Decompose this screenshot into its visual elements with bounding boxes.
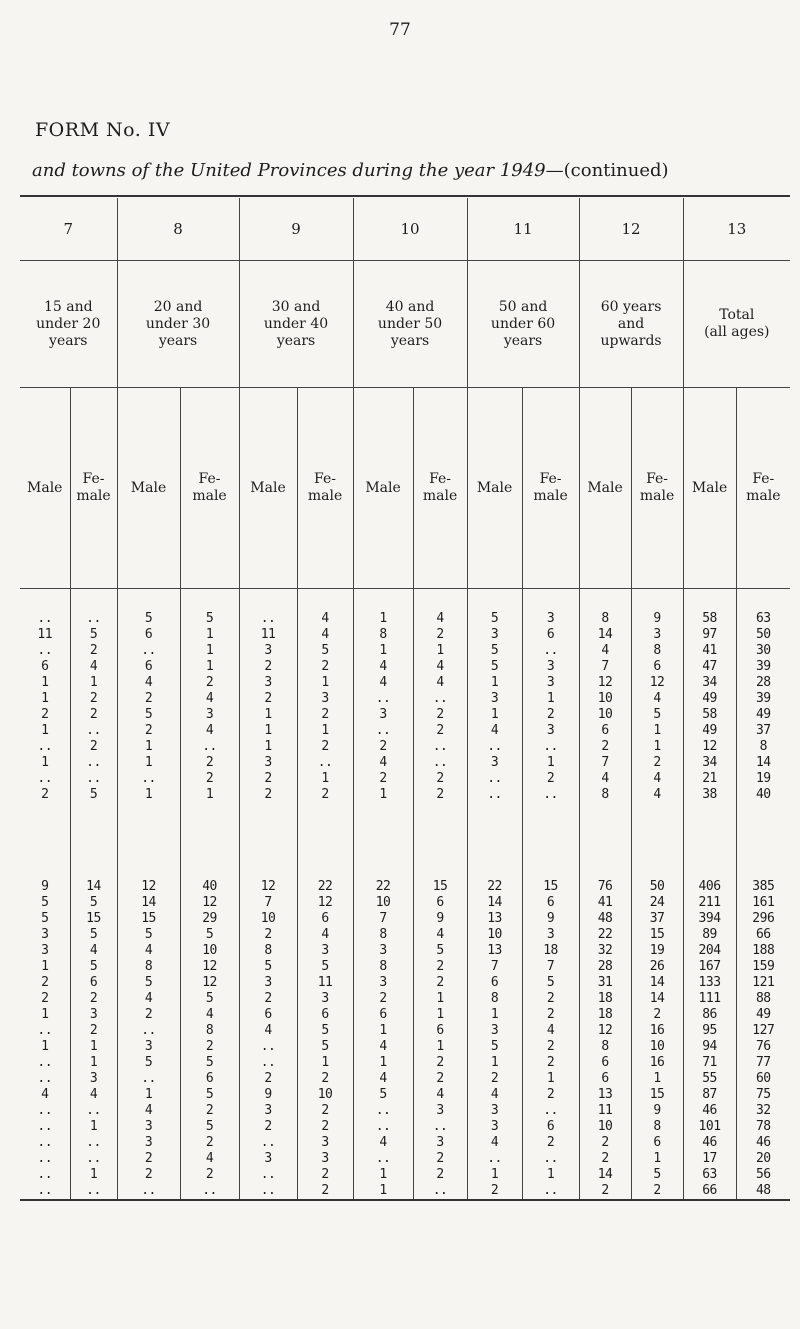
data-cell: 4 4 5 2 1 3 2 1 2 .. 1 2 bbox=[297, 609, 353, 879]
male-header: Male bbox=[683, 388, 736, 589]
subtitle-continued: —(continued) bbox=[545, 160, 669, 181]
age-group-header: 15 and under 20 years bbox=[20, 261, 117, 388]
data-cell: 12 7 10 2 8 5 3 2 6 4 .. .. 2 9 3 2 .. 3 .. .. bbox=[239, 879, 297, 1200]
column-number: 11 bbox=[467, 198, 579, 261]
data-cell: 22 14 13 10 13 7 6 8 1 3 5 1 2 4 3 3 4 .. 1 2 bbox=[467, 879, 522, 1200]
table-row-group-1 bbox=[20, 609, 790, 879]
data-cell: .. 11 3 2 3 2 1 1 1 3 2 2 bbox=[239, 609, 297, 879]
data-cell: 8 14 4 7 12 10 10 6 2 7 4 8 bbox=[579, 609, 631, 879]
data-cell: .. 11 .. 6 1 1 2 1 .. 1 .. 2 bbox=[37, 611, 53, 802]
data-cell: 22 10 7 8 3 8 3 2 6 1 4 1 4 5 .. .. 4 .. 1 1 bbox=[353, 879, 413, 1200]
data-cell: 385 161 296 66 188 159 121 88 49 127 76 77 60 75 32 78 46 20 56 48 bbox=[736, 879, 790, 1200]
column-number: 13 bbox=[683, 198, 790, 261]
data-cell: 15 6 9 3 18 7 5 2 2 4 2 2 1 2 .. 6 2 .. 1 .. bbox=[522, 879, 579, 1200]
form-title: FORM No. IV bbox=[35, 119, 171, 141]
data-cell: 5 1 1 1 2 4 3 4 .. 2 2 1 bbox=[180, 609, 239, 879]
spacer-row bbox=[20, 589, 790, 610]
female-header: Fe- male bbox=[631, 388, 683, 589]
male-header: Male bbox=[467, 388, 522, 589]
data-cell: 14 5 15 5 4 5 6 2 3 2 1 1 3 4 .. 1 .. .. 1 .. bbox=[70, 879, 117, 1200]
table-row-group-2 bbox=[20, 879, 790, 1200]
age-group-header: 40 and under 50 years bbox=[353, 261, 467, 388]
male-header: Male bbox=[20, 388, 70, 589]
sex-header-row bbox=[20, 388, 790, 589]
data-cell: 15 6 9 4 5 2 2 1 1 6 1 2 2 4 3 .. 3 2 2 .. bbox=[413, 879, 467, 1200]
age-group-header: Total (all ages) bbox=[683, 261, 790, 388]
data-cell: 22 12 6 4 3 5 11 3 6 5 5 1 2 10 2 2 3 3 2 2 bbox=[297, 879, 353, 1200]
data-cell: 4 2 1 4 4 .. 2 2 .. .. 2 2 bbox=[413, 609, 467, 879]
female-header: Fe- male bbox=[180, 388, 239, 589]
top-rule bbox=[20, 195, 790, 197]
table-subtitle bbox=[32, 160, 669, 181]
female-header: Fe- male bbox=[297, 388, 353, 589]
data-cell: 5 6 .. 6 4 2 5 2 1 1 .. 1 bbox=[117, 609, 180, 879]
female-header: Fe- male bbox=[413, 388, 467, 589]
male-header: Male bbox=[353, 388, 413, 589]
female-header: Fe- male bbox=[736, 388, 790, 589]
age-group-row bbox=[20, 261, 790, 388]
subtitle-italic: and towns of the United Provinces during the year 1949 bbox=[32, 160, 546, 181]
data-cell: 12 14 15 5 4 8 5 4 2 .. 3 5 .. 1 4 3 3 2 2 .. bbox=[117, 879, 180, 1200]
male-header: Male bbox=[117, 388, 180, 589]
data-cell: 40 12 29 5 10 12 12 5 4 8 2 5 6 5 2 5 2 4 2 .. bbox=[180, 879, 239, 1200]
female-header: Fe- male bbox=[522, 388, 579, 589]
data-cell: 58 97 41 47 34 49 58 49 12 34 21 38 bbox=[683, 609, 736, 879]
column-number: 10 bbox=[353, 198, 467, 261]
male-header: Male bbox=[239, 388, 297, 589]
data-cell: 9 3 8 6 12 4 5 1 1 2 4 4 bbox=[631, 609, 683, 879]
data-cell: 63 50 30 39 28 39 49 37 8 14 19 40 bbox=[736, 609, 790, 879]
age-group-header: 50 and under 60 years bbox=[467, 261, 579, 388]
age-sex-table bbox=[20, 198, 790, 1201]
column-number: 7 bbox=[20, 198, 117, 261]
data-cell: .. 5 2 4 1 2 2 .. 2 .. .. 5 bbox=[70, 609, 117, 879]
data-cell: 76 41 48 22 32 28 31 18 18 12 8 6 6 13 11 10 2 2 14 2 bbox=[579, 879, 631, 1200]
column-number: 8 bbox=[117, 198, 239, 261]
column-number: 12 bbox=[579, 198, 683, 261]
data-cell: 3 6 .. 3 3 1 2 3 .. 1 2 .. bbox=[522, 609, 579, 879]
age-group-header: 60 years and upwards bbox=[579, 261, 683, 388]
data-cell: 9 5 5 3 3 1 2 2 1 .. 1 .. .. 4 .. .. .. .. .. .. bbox=[20, 879, 70, 1200]
age-group-header: 30 and under 40 years bbox=[239, 261, 353, 388]
female-header: Fe- male bbox=[70, 388, 117, 589]
data-cell: 5 3 5 5 1 3 1 4 .. 3 .. .. bbox=[467, 609, 522, 879]
column-number-row bbox=[20, 198, 790, 261]
page-number: 77 bbox=[389, 20, 411, 40]
data-cell: 1 8 1 4 4 .. 3 .. 2 4 2 1 bbox=[353, 609, 413, 879]
data-cell: 50 24 37 15 19 26 14 14 2 16 10 16 1 15 9 8 6 1 5 2 bbox=[631, 879, 683, 1200]
male-header: Male bbox=[579, 388, 631, 589]
data-cell: 406 211 394 89 204 167 133 111 86 95 94 71 55 87 46 101 46 17 63 66 bbox=[683, 879, 736, 1200]
age-group-header: 20 and under 30 years bbox=[117, 261, 239, 388]
column-number: 9 bbox=[239, 198, 353, 261]
